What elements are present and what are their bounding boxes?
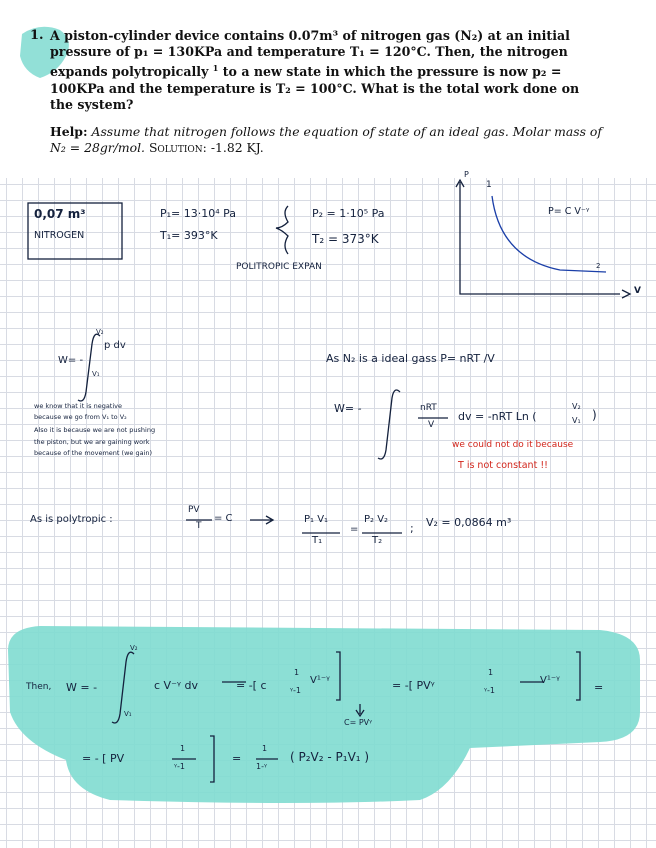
final-integrand: c V⁻ᵞ dv [154,679,198,692]
work-def-lower: V₁ [92,370,100,378]
help-text: Help: Assume that nitrogen follows the equation of state of an ideal gas. Molar mass of N₂ = 28gr/mol. Solution: -1.82 KJ. [50,124,602,155]
poly-equals: = C [214,513,233,524]
final-w: W = - [66,681,98,694]
v2-result: V₂ = 0,0864 m³ [426,516,512,529]
ideal-frac-den: V₁ [572,416,581,425]
ideal-work-lhs: W= - [334,402,362,415]
note-line-3: Also it is because we are not pushing [34,426,156,434]
final-eq-2: = -[ PVᵞ [392,679,435,692]
graph-relation: P= C V⁻ᵞ [548,206,590,217]
v-axis-arrow [622,290,630,298]
note-line-5: because of the movement (we gain) [34,449,153,457]
state1-pressure: P₁= 13·10⁴ Pa [160,207,237,220]
note-line-2: because we go from V₁ to V₂ [34,413,127,421]
ratio-den-2: T₂ [372,535,383,546]
then-label: Then, [26,682,52,692]
process-type: POLITROPIC EXPAN [236,262,322,272]
footnote-marker: 1 [212,63,219,74]
ratio-den-1: T₁ [312,535,323,546]
solution-label: Solution: [148,140,207,155]
page: 1. A piston-cylinder device contains 0.07m³ of nitrogen gas (N₂) at an initial pressure of p₁ = 130KPa and temperature T₁ = 120°C. Then, the nitrogen expands polytropically $^1$ to a new state in which the pressure is now p₂ = 100KPa and the temperature is T₂ = 100°C. What is the total work done on the system? Help: Assume that nitrogen follows the equation of state of an ideal gas. Molar mass of N₂ = 28gr/mol. Solution: -1.82 KJ. 0,07 m³ NITROGEN P₁= 13·10⁴ Pa T₁= 393°K P₂ = 1·10⁵ Pa T₂ = 373°K POLITROPIC EXPAN P V 1 2 P= C V⁻ᵞ W= - p dv V₂ V₁ we know that it is negative because we go from V₁ to V₂ Also it is because we are not pushing the piston, but we are gaining work because of the movement (we gain) As N₂ is a ideal gass P= nRT /V W= - nRT V dv = -nRT Ln ( V₂ V₁ ) we could not do it because T is not constant !! As is polytropic : PV T = C P₁ V₁ T₁ = P₂ V₂ T₂ ; V₂ = 0,0864 m³ Then, W = - V₂ V₁ c V⁻ᵞ dv = -[ c 1 ᵞ-1 V¹⁻ᵞ = -[ PVᵞ 1 ᵞ-1 V¹⁻ᵞ = C= PVᵞ = - [ PV 1 ᵞ-1 = 1 1-ᵞ ( P₂V₂ - P₁V₁ ) [0,0,656,848]
poly-denominator: T [196,521,202,531]
problem-number: 1. [30,28,44,43]
ideal-gas-statement: As N₂ is a ideal gass P= nRT /V [326,352,495,365]
graph-point-2: 2 [596,262,601,270]
work-def-upper: V₂ [96,328,104,336]
graph-v-axis-label: V [634,286,641,296]
ideal-frac-num: V₂ [572,402,581,411]
state2-temperature: T₂ = 373°K [312,232,379,246]
ratio-num-2: P₂ V₂ [364,514,389,525]
poly-numerator: PV [188,505,200,515]
integral-sign-1 [78,334,100,401]
brace [276,206,288,254]
box-gas: NITROGEN [34,230,85,241]
red-note-1: we could not do it because [452,440,574,450]
ideal-close-paren: ) [592,408,597,422]
problem-text: A piston-cylinder device contains 0.07m³ of nitrogen gas (N₂) at an initial pressure of p₁ = 130KPa and temperature T₁ = 120°C. Then, the nitrogen expands polytropically $^1$ to a new state in which the pressure is now p₂ = 100KPa and the temperature is T₂ = 100°C. What is the total work done on the system? [50,28,580,112]
graph-point-1: 1 [486,180,492,190]
ideal-work-numerator: nRT [420,403,437,413]
ideal-work-rhs: dv = -nRT Ln ( [458,410,537,423]
red-note-2: T is not constant !! [458,460,548,471]
implies-arrow [250,516,273,524]
box-volume: 0,07 m³ [34,207,86,221]
polytropic-intro: As is polytropic : [30,514,113,525]
state1-temperature: T₁= 393°K [160,229,218,242]
work-def-lhs: W= - [58,355,84,366]
c-definition: C= PVᵞ [344,718,373,727]
state2-pressure: P₂ = 1·10⁵ Pa [312,207,385,220]
solution-value: -1.82 KJ. [210,140,264,155]
note-line-1: we know that it is negative [34,402,122,410]
line2-end: ( P₂V₂ - P₁V₁ ) [290,750,370,764]
line2-start: = - [ PV [82,752,125,765]
ratio-num-1: P₁ V₁ [304,514,329,525]
note-line-4: the piston, but we are gaining work [34,438,150,446]
pv-graph-axes [460,182,620,294]
ideal-work-denominator: V [428,420,435,430]
work-def-integrand: p dv [104,340,126,351]
final-eq-1: = -[ c [236,679,267,692]
graph-p-axis-label: P [464,170,469,179]
integral-sign-2 [378,390,400,459]
